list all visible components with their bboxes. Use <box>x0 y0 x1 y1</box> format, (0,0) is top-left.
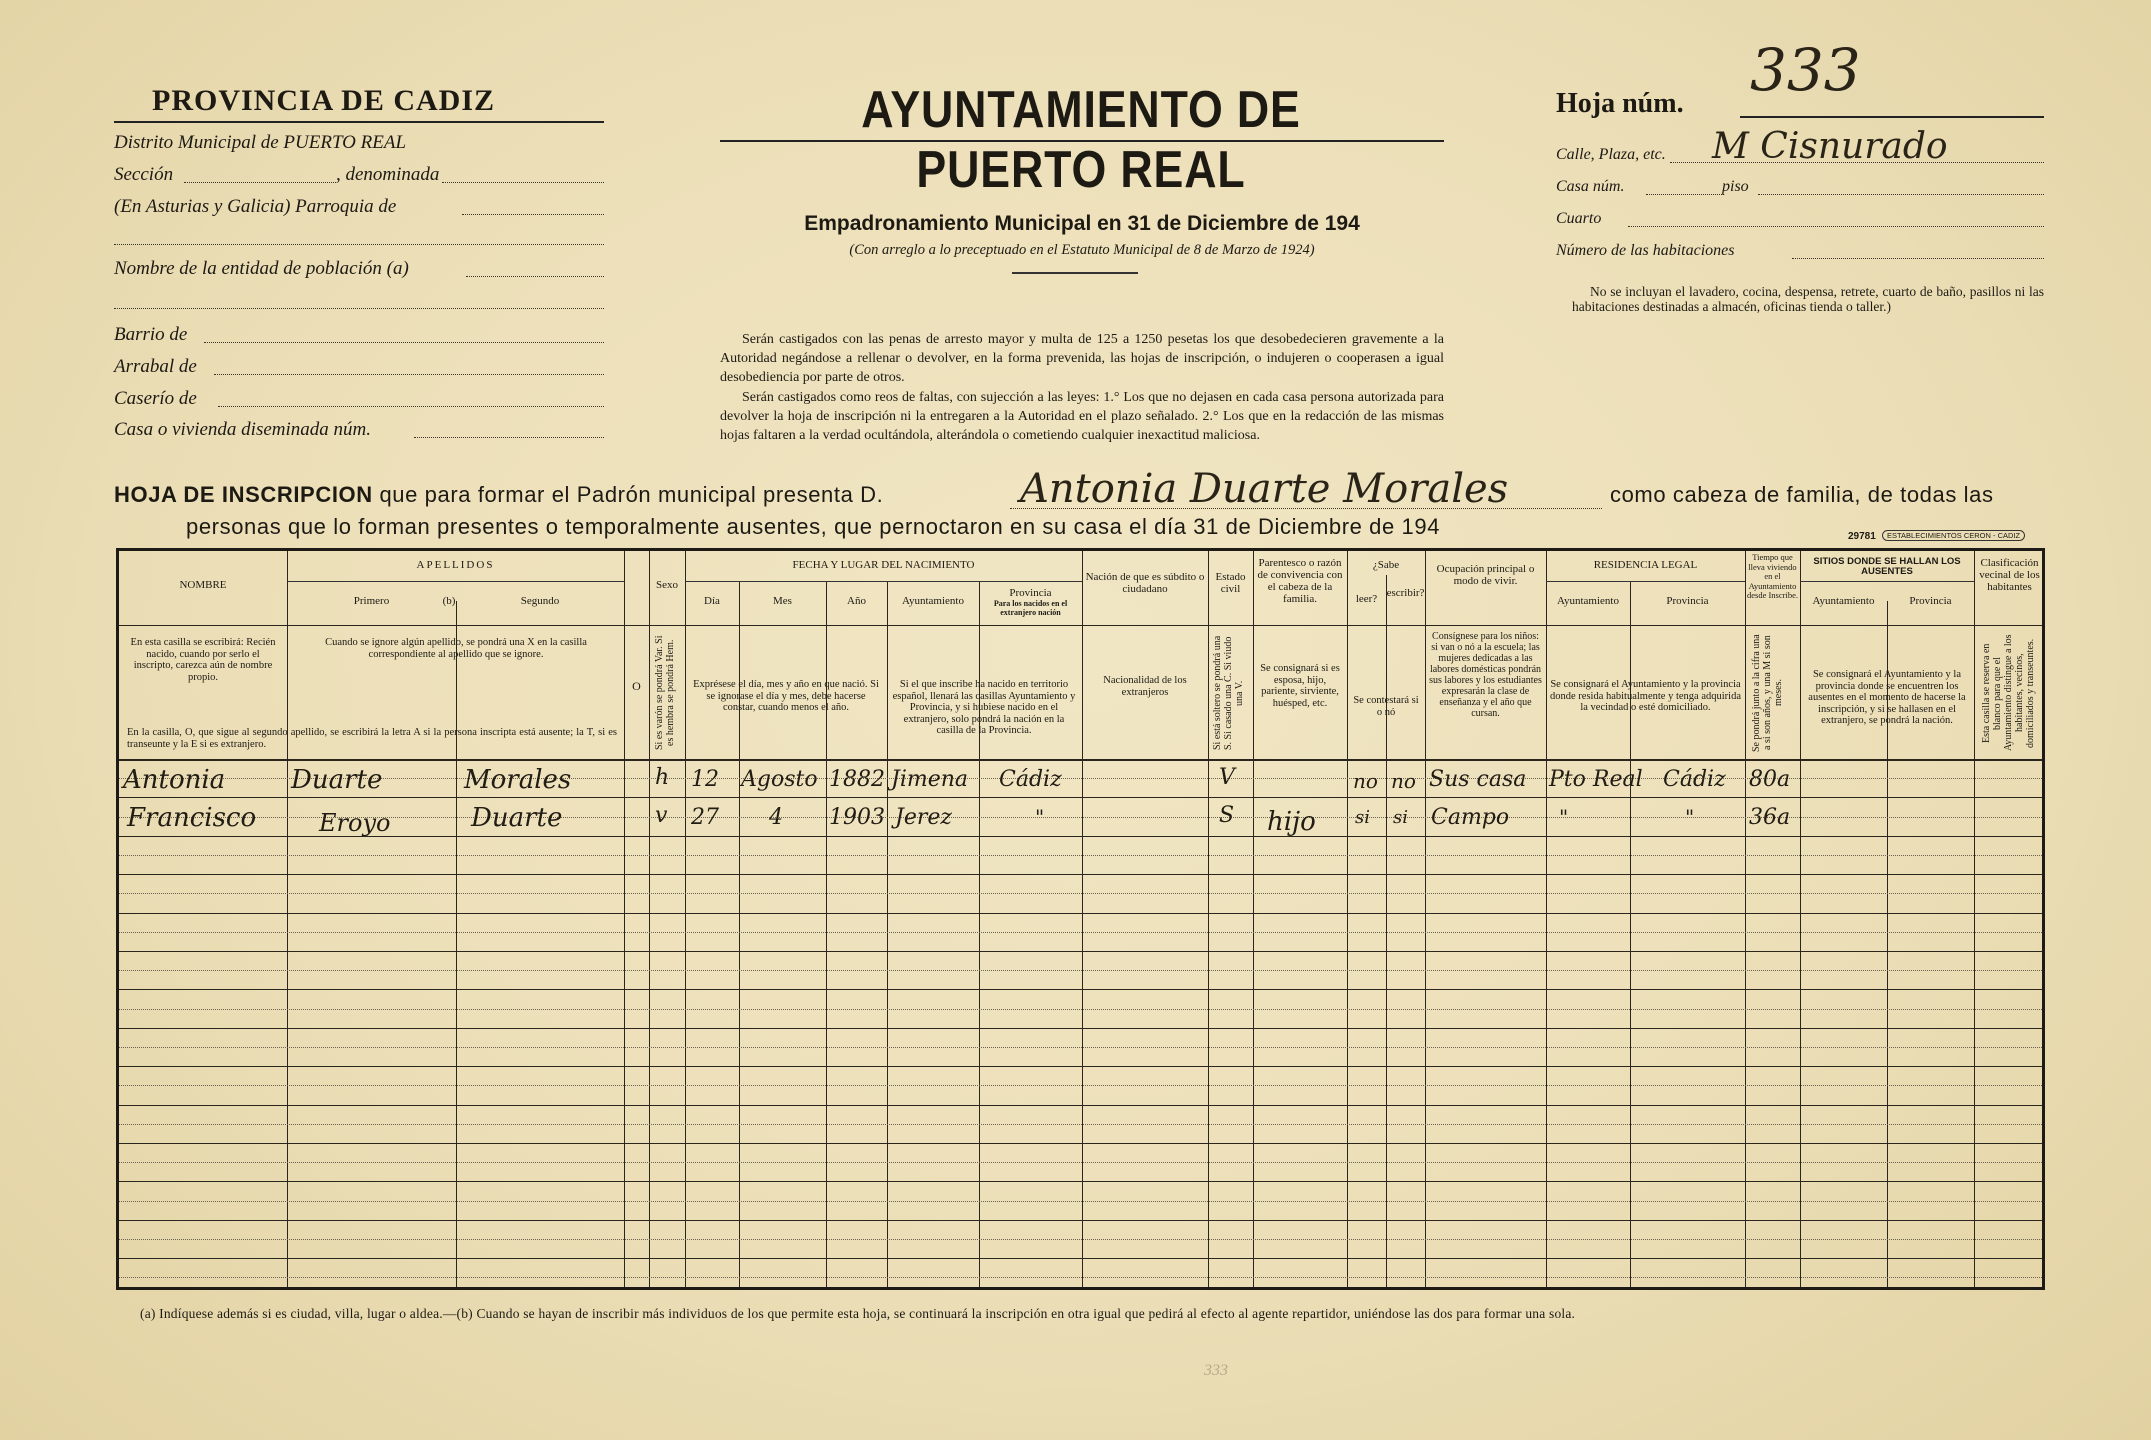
head-name-line <box>1010 508 1602 509</box>
ruled-line <box>119 1143 2042 1144</box>
row1-mes: Agosto <box>741 767 818 792</box>
row2-tiempo: 36a <box>1749 805 1791 830</box>
header-dia: Día <box>704 595 720 607</box>
caserio-label: Caserío de <box>114 388 197 409</box>
row2-ocupacion: Campo <box>1431 805 1510 830</box>
header-sitios-provincia: Provincia <box>1909 595 1952 607</box>
header-res-provincia: Provincia <box>1666 595 1709 607</box>
row1-leer: no <box>1353 769 1378 793</box>
denominada-label: , denominada <box>336 164 440 185</box>
calle-value: M Cisnurado <box>1712 126 1948 167</box>
instruction-lugar: Si el que inscribe ha nacido en territorio español, llenará las casillas Ayuntamiento y Provincia, y si hubiese nacido en el extranjero, solo pondrá la nación en la casilla de la Provincia. <box>892 679 1076 736</box>
row1-sexo: h <box>655 765 670 790</box>
barrio-line <box>114 324 604 346</box>
row1-ano: 1882 <box>829 767 885 792</box>
header-nombre: NOMBRE <box>179 579 227 591</box>
header-mes: Mes <box>773 595 792 607</box>
ruled-line <box>119 1239 2042 1240</box>
cuarto-line <box>1556 210 2044 228</box>
piso-label: piso <box>1722 178 1749 195</box>
ornament-rule <box>1012 272 1138 274</box>
instruction-apellidos-o: En la casilla, O, que sigue al segundo apellido, se escribirá la letra A si la persona inscripta está ausente; la T, si es transeunte y la E si es extranjero. <box>127 727 617 750</box>
header-sexo: Sexo <box>656 579 678 591</box>
header-segundo: Segundo <box>520 595 560 607</box>
title-underline <box>720 140 1444 142</box>
ruled-line <box>119 1009 2042 1010</box>
ruled-line <box>119 970 2042 971</box>
header-residencia: RESIDENCIA LEGAL <box>1593 559 1698 571</box>
row1-nombre: Antonia <box>123 765 226 795</box>
entidad-line <box>114 258 604 280</box>
instruction-fecha: Exprésese el día, mes y año en que nació. Si se ignorase el día y mes, debe hacerse constar, cuando menos el año. <box>693 679 879 713</box>
instruction-nombre: En esta casilla se escribirá: Recién nacido, cuando por serlo el inscripto, carezca aún de nombre propio. <box>130 637 276 683</box>
row2-escribir: si <box>1393 807 1408 828</box>
arrabal-label: Arrabal de <box>114 356 197 377</box>
ruled-line <box>119 1220 2042 1221</box>
inscription-line-2: personas que lo forman presentes o temporalmente ausentes, que pernoctaron en su casa el día 31 de Diciembre de 194 <box>186 514 1441 539</box>
penalty-paragraph-2: Serán castigados como reos de faltas, con sujección a las leyes: 1.° Los que no dejasen en cada casa persona autorizada para devolver la hoja de inscripción ni la entregaren a la Autoridad en el plazo señalado. 2.° Los que en la redacción de las mismas hojas faltaren a la verdad ocultándola, alterándola o cometiendo cualquier inexactitud maliciosa. <box>720 390 1444 443</box>
inscription-text-2: como cabeza de familia, de todas las <box>1610 482 1994 507</box>
row1-escribir: no <box>1391 769 1416 793</box>
row1-ocupacion: Sus casa <box>1429 767 1527 792</box>
row2-dia: 27 <box>691 805 719 830</box>
instruction-ocupacion: Consígnese para los niños: si van o nó a la escuela; las mujeres dedicadas a las labores domésticas pondrán sus labores y los estudiantes expresarán la clase de enseñanza y el año que cursan. <box>1429 631 1542 719</box>
head-of-family-name: Antonia Duarte Morales <box>1020 466 1509 512</box>
ruled-line <box>119 1047 2042 1048</box>
calle-label: Calle, Plaza, etc. <box>1556 146 1666 163</box>
hoja-number: 333 <box>1750 36 1861 104</box>
instruction-apellidos: Cuando se ignore algún apellido, se pondrá una X en la casilla correspondiente al apellido que se ignore. <box>325 637 587 660</box>
row2-primero: Eroyo <box>319 809 391 837</box>
subtitle-note: (Con arreglo a lo preceptuado en el Estatuto Municipal de 8 de Marzo de 1924) <box>849 242 1315 258</box>
row1-dia: 12 <box>691 767 719 792</box>
casa-num-label: Casa núm. <box>1556 178 1625 195</box>
header-parentesco: Parentesco o razón de convivencia con el cabeza de la familia. <box>1257 557 1343 605</box>
header-nacion: Nación de que es súbdito o ciudadano <box>1085 571 1205 595</box>
row1-estado: V <box>1219 765 1235 790</box>
casa-num-line <box>1556 178 2044 196</box>
ruled-line <box>119 1028 2042 1029</box>
barrio-label: Barrio de <box>114 324 188 345</box>
hoja-number-line <box>1740 116 2044 118</box>
header-sabe: ¿Sabe <box>1372 559 1400 571</box>
header-ano: Año <box>847 595 866 607</box>
instruction-estado: Si está soltero se pondrá una S. Si casado una C. Si viudo una V. <box>1212 635 1245 751</box>
inscription-text-1: que para formar el Padrón municipal presenta D. <box>379 482 884 507</box>
header-leer: leer? <box>1355 593 1378 605</box>
header-apellidos: APELLIDOS <box>416 559 495 571</box>
habitaciones-label: Número de las habitaciones <box>1556 242 1735 259</box>
section-line <box>114 164 604 186</box>
ruled-line <box>119 797 2042 798</box>
ruled-line <box>119 1162 2042 1163</box>
row2-res-ayto: " <box>1559 805 1569 829</box>
header-clasificacion: Clasificación vecinal de los habitantes <box>1979 557 2040 593</box>
caserio-line <box>114 388 604 410</box>
row1-res-prov: Cádiz <box>1663 767 1726 792</box>
header-tiempo: Tiempo que lleva viviendo en el Ayuntamiento desde Inscribe. <box>1747 552 1798 600</box>
row2-prov: " <box>1035 805 1045 829</box>
header-provincia-sub: Para los nacidos en el extranjero nación <box>993 599 1068 617</box>
print-code: 29781 <box>1848 531 1876 542</box>
page-title: AYUNTAMIENTO DE PUERTO REAL <box>861 81 1301 199</box>
header-sitios: SITIOS DONDE SE HALLAN LOS AUSENTES <box>1813 556 1961 577</box>
header-ayuntamiento: Ayuntamiento <box>902 595 964 607</box>
ruled-line <box>119 1201 2042 1202</box>
row2-mes: 4 <box>769 805 783 830</box>
header-estado: Estado civil <box>1215 571 1246 595</box>
province-underline <box>114 121 604 123</box>
header-fecha-lugar: FECHA Y LUGAR DEL NACIMIENTO <box>792 559 975 571</box>
penalty-paragraph-1: Serán castigados con las penas de arresto mayor y multa de 125 a 1250 pesetas los que desobedecieren gravemente a la Autoridad negándose a rellenar o devolver, en la forma prevenida, las hojas de inscripción, o indujeren o cooperasen a igual desobediencia por parte de otros. <box>720 332 1444 385</box>
header-primero: Primero <box>353 595 390 607</box>
habitaciones-note: No se incluyan el lavadero, cocina, despensa, retrete, cuarto de baño, pasillos ni las habitaciones destinadas a almacén, oficinas tienda o taller.) <box>1572 284 2044 314</box>
ruled-line <box>119 893 2042 894</box>
parroquia-extra-line <box>114 244 604 245</box>
row2-parentesco: hijo <box>1267 807 1316 837</box>
row1-tiempo: 80a <box>1749 767 1791 792</box>
header-sitios-ayuntamiento: Ayuntamiento <box>1812 595 1875 607</box>
entidad-label: Nombre de la entidad de población (a) <box>114 258 409 279</box>
row2-segundo: Duarte <box>471 803 563 833</box>
ruled-line <box>119 855 2042 856</box>
habitaciones-line <box>1556 242 2044 260</box>
ruled-line <box>119 951 2042 952</box>
instruction-tiempo: Se pondrá junto a la cifra una a si son años, y una M si son meses. <box>1751 634 1784 752</box>
census-table <box>116 548 2045 1290</box>
instruction-o: O <box>632 679 641 693</box>
inscription-label: HOJA DE INSCRIPCION <box>114 482 373 507</box>
header-b: (b) <box>442 595 456 607</box>
row1-ayto: Jimena <box>891 767 969 792</box>
row2-leer: si <box>1355 807 1370 828</box>
header-res-ayuntamiento: Ayuntamiento <box>1557 595 1619 607</box>
row2-ayto: Jerez <box>895 805 952 830</box>
row2-res-prov: " <box>1685 805 1695 829</box>
ruled-line <box>119 1066 2042 1067</box>
ruled-line <box>119 874 2042 875</box>
section-label: Sección <box>114 164 174 185</box>
casa-label: Casa o vivienda diseminada núm. <box>114 419 372 440</box>
printer-stamp: ESTABLECIMIENTOS CERON - CADIZ <box>1882 530 2025 541</box>
cuarto-label: Cuarto <box>1556 210 1602 227</box>
ruled-line <box>119 1085 2042 1086</box>
casa-line <box>114 419 604 441</box>
ruled-line <box>119 1277 2042 1278</box>
row2-ano: 1903 <box>829 805 885 830</box>
row2-nombre: Francisco <box>127 803 257 833</box>
footnote: (a) Indíquese además si es ciudad, villa, lugar o aldea.—(b) Cuando se hayan de inscribir más individuos de los que permite esta hoja, se continuará la inscripción en otra igual que pedirá al efecto al agente repartidor, uniéndose las dos para formar una sola. <box>140 1306 1576 1321</box>
parroquia-line <box>114 196 604 218</box>
instruction-sitios: Se consignará el Ayuntamiento y la provincia donde se encuentren los ausentes en el momento de hacerse la inscripción, y si se hallasen en el extranjero, se pondrá la nación. <box>1808 669 1966 726</box>
row2-sexo: v <box>655 803 668 828</box>
pencil-mark: 333 <box>1204 1362 1228 1379</box>
ruled-line <box>119 1181 2042 1182</box>
row1-res-ayto: Pto Real <box>1549 767 1643 792</box>
instruction-sexo: Si es varón se pondrá Var. Si es hembra se pondrá Hem. <box>654 635 676 751</box>
header-escribir: escribir? <box>1386 587 1425 599</box>
row1-segundo: Morales <box>464 765 572 795</box>
ruled-line <box>119 913 2042 914</box>
ruled-line <box>119 1258 2042 1259</box>
hoja-label: Hoja núm. <box>1556 88 1684 119</box>
ruled-line <box>119 1124 2042 1125</box>
instruction-clasificacion: Esta casilla se reserva en blanco para que el Ayuntamiento distingue a los habitantes, vecinos, domiciliados y transeuntes. <box>1981 634 2036 752</box>
entidad-extra-line <box>114 308 604 309</box>
ruled-line <box>119 1105 2042 1106</box>
instruction-sabe: Se contestará si o nó <box>1353 695 1419 718</box>
instruction-nacion: Nacionalidad de los extranjeros <box>1103 675 1187 698</box>
district-line <box>114 132 406 154</box>
arrabal-line <box>114 356 604 378</box>
ruled-line <box>119 989 2042 990</box>
instruction-parentesco: Se consignará si es esposa, hijo, pariente, sirviente, huésped, etc. <box>1260 663 1340 709</box>
ruled-line <box>119 836 2042 837</box>
row1-primero: Duarte <box>291 765 383 795</box>
row2-estado: S <box>1219 803 1235 828</box>
parroquia-label: (En Asturias y Galicia) Parroquia de <box>114 196 397 217</box>
row1-prov: Cádiz <box>999 767 1062 792</box>
province-title: PROVINCIA DE CADIZ <box>152 84 496 117</box>
subtitle: Empadronamiento Municipal en 31 de Diciembre de 194 <box>804 212 1360 235</box>
instruction-residencia: Se consignará el Ayuntamiento y la provincia donde resida habitualmente y tenga adquirida la vecindad o esté domiciliado. <box>1550 679 1741 713</box>
header-ocupacion: Ocupación principal o modo de vivir. <box>1436 563 1535 587</box>
ruled-line <box>119 932 2042 933</box>
district-label: Distrito Municipal de PUERTO REAL <box>114 132 407 153</box>
header-provincia: Provincia <box>1009 587 1052 599</box>
